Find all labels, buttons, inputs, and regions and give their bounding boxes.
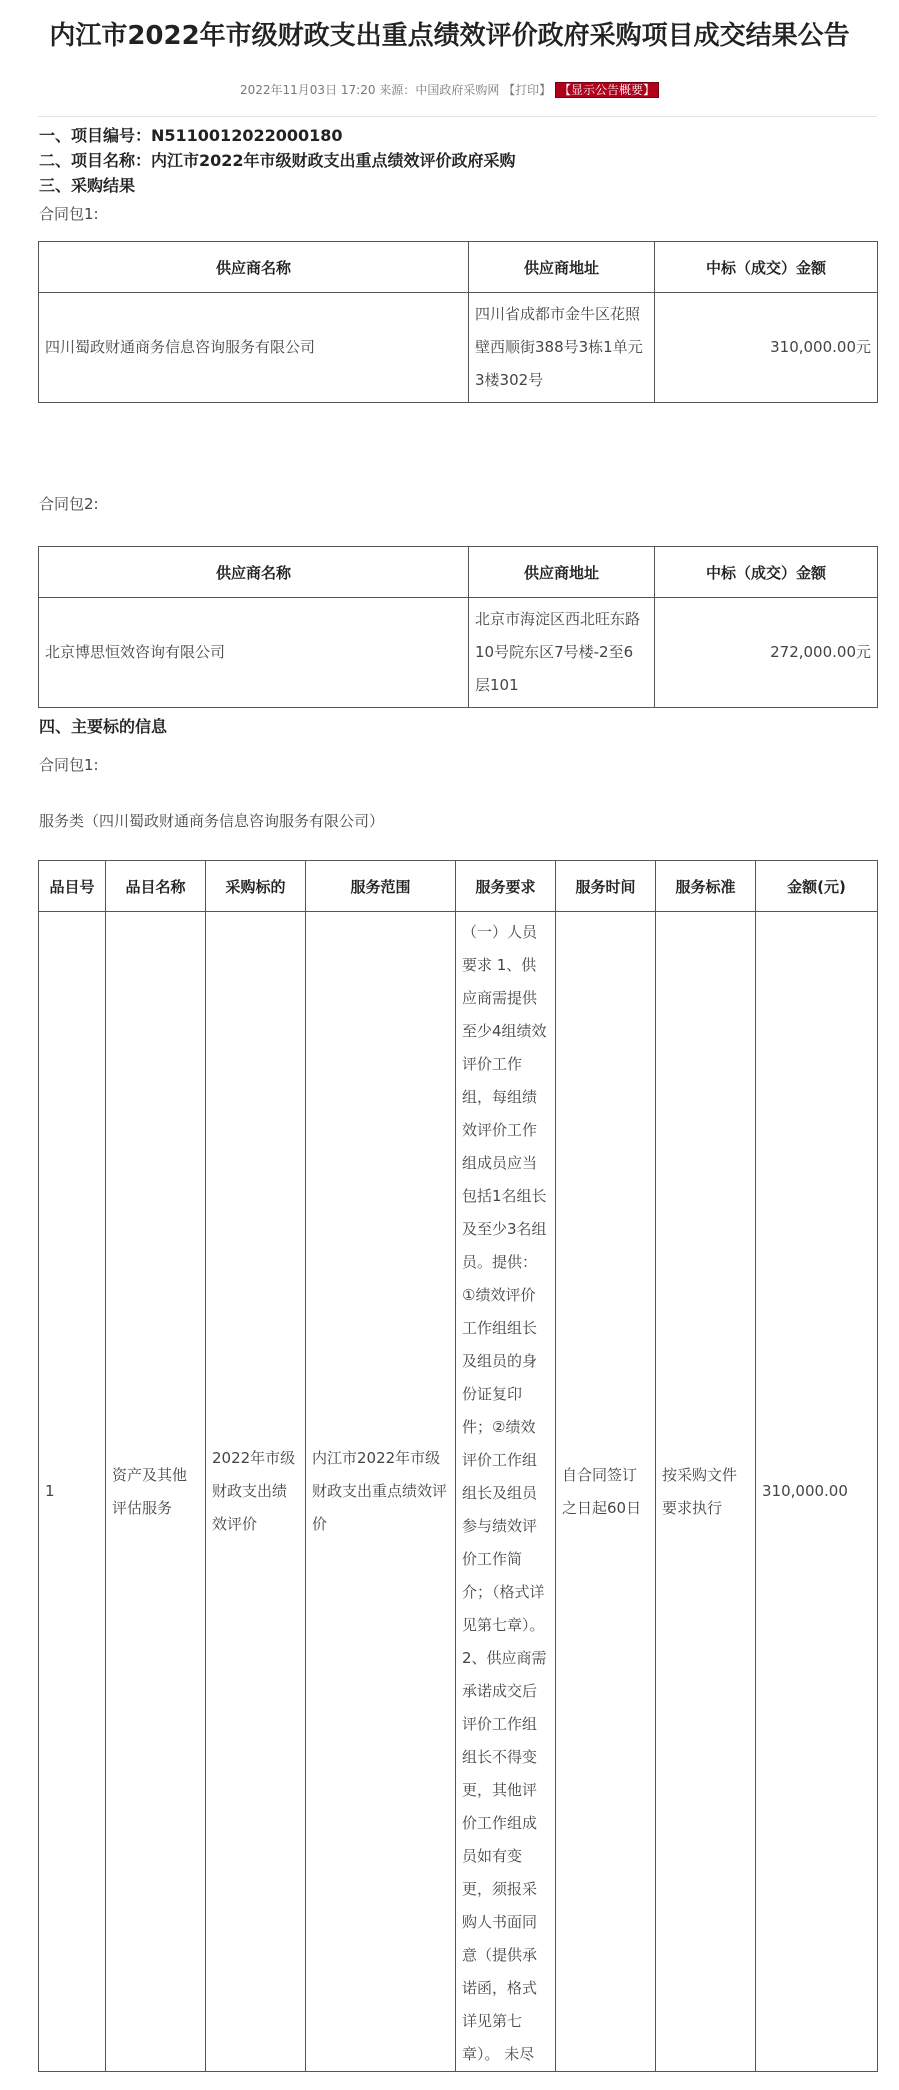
col-supplier-address: 供应商地址 [469,242,655,293]
table-row [39,598,878,708]
item-time: 自合同签订之日起60日 [556,912,656,2072]
col-item-no: 品目号 [39,861,106,912]
targets-category-line: 服务类（四川蜀政财通商务信息咨询服务有限公司） [39,812,385,830]
item-scope: 内江市2022年市级财政支出重点绩效评价 [306,912,456,2072]
award-amount: 272,000.00元 [655,598,878,708]
targets-table [38,860,878,2072]
col-subject: 采购标的 [206,861,306,912]
col-time: 服务时间 [556,861,656,912]
section-results-heading: 三、采购结果 [39,176,136,195]
supplier-name: 北京博思恒效咨询有限公司 [39,598,469,708]
col-requirement: 服务要求 [456,861,556,912]
section-targets-heading: 四、主要标的信息 [39,717,168,736]
col-scope: 服务范围 [306,861,456,912]
supplier-name: 四川蜀政财通商务信息咨询服务有限公司 [39,293,469,403]
table-header-row [39,547,878,598]
item-name: 资产及其他评估服务 [106,912,206,2072]
col-supplier-name: 供应商名称 [39,242,469,293]
print-link[interactable]: 【打印】 [503,83,552,97]
meta-line [0,81,899,99]
item-amount: 310,000.00 [756,912,878,2072]
item-subject: 2022年市级财政支出绩效评价 [206,912,306,2072]
table-row [39,293,878,403]
package-2-label: 合同包2: [39,495,99,513]
results-table-package-2 [38,546,878,708]
section-project-name: 二、项目名称：内江市2022年市级财政支出重点绩效评价政府采购 [39,151,516,170]
col-supplier-address: 供应商地址 [469,547,655,598]
item-requirement: （一）人员要求 1、供应商需提供至少4组绩效评价工作组，每组绩效评价工作组成员应当包括1名组长及至少3名组员。提供：①绩效评价工作组组长及组员的身份证复印件；②绩效评价工作组组长及组员参与绩效评价工作简介；（格式详见第七章）。 2、供应商需承诺成交后评价工作组组长不得变更，其他评价工作组成员如有变更，须报采购人书面同意（提供承诺函，格式详见第七章）。 未尽 [456,912,556,2072]
header-divider [38,116,877,117]
table-header-row [39,861,878,912]
col-item-name: 品目名称 [106,861,206,912]
results-table-package-1 [38,241,878,403]
col-award-amount: 中标（成交）金额 [655,547,878,598]
col-standard: 服务标准 [656,861,756,912]
col-supplier-name: 供应商名称 [39,547,469,598]
col-award-amount: 中标（成交）金额 [655,242,878,293]
source-link[interactable]: 中国政府采购网 [415,83,500,97]
targets-package-label: 合同包1: [39,756,99,774]
award-amount: 310,000.00元 [655,293,878,403]
page-title: 内江市2022年市级财政支出重点绩效评价政府采购项目成交结果公告 [49,21,850,51]
supplier-address: 北京市海淀区西北旺东路10号院东区7号楼-2至6层101 [469,598,655,708]
package-1-label: 合同包1: [39,205,99,223]
section-project-number: 一、项目编号：N5110012022000180 [39,126,343,145]
col-amount: 金额(元) [756,861,878,912]
source-label: 来源： [379,83,416,97]
publish-date: 2022年11月03日 17:20 [239,83,376,97]
supplier-address: 四川省成都市金牛区花照壁西顺街388号3栋1单元3楼302号 [469,293,655,403]
show-summary-button[interactable]: 【显示公告概要】 [555,82,659,98]
table-row [39,912,878,2072]
item-standard: 按采购文件要求执行 [656,912,756,2072]
table-header-row [39,242,878,293]
item-no: 1 [39,912,106,2072]
